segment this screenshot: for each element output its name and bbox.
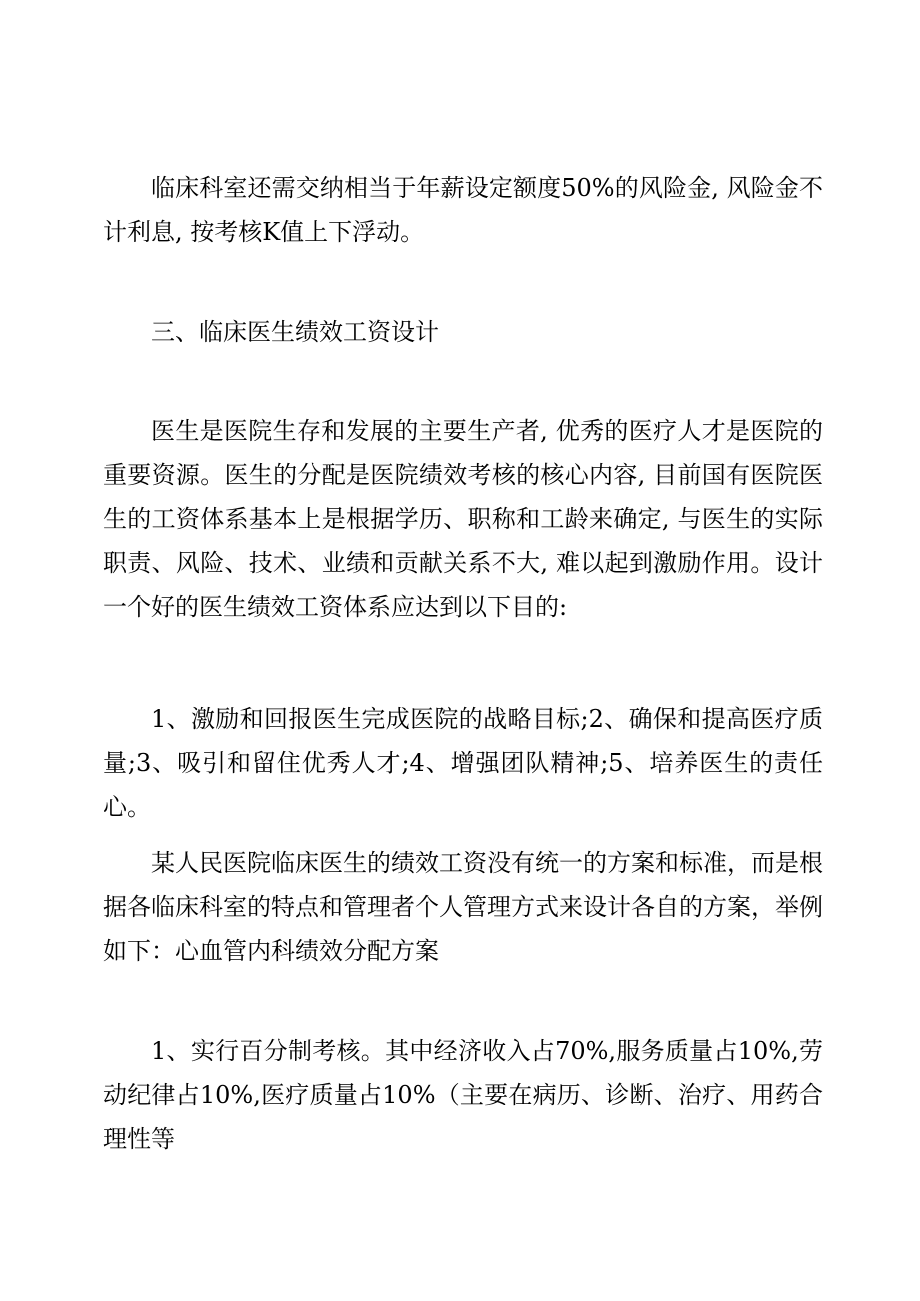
paragraph-goals-list: 1、激励和回报医生完成医院的战略目标;2、确保和提高医疗质量;3、吸引和留住优秀人才;4、增强团队精神;5、培养医生的责任心。 <box>103 705 823 821</box>
paragraph-risk-deposit: 临床科室还需交纳相当于年薪设定额度50%的风险金, 风险金不计利息, 按考核K值上下浮动。 <box>103 174 823 246</box>
paragraph-scoring-system: 1、实行百分制考核。其中经济收入占70%,服务质量占10%,劳动纪律占10%,医疗质量占10%（主要在病历、诊断、治疗、用药合理性等 <box>103 1037 823 1153</box>
section-heading-doctor-performance-pay: 三、临床医生绩效工资设计 <box>151 318 439 346</box>
paragraph-hospital-example: 某人民医院临床医生的绩效工资没有统一的方案和标准，而是根据各临床科室的特点和管理者个人管理方式来设计各自的方案，举例如下：心血管内科绩效分配方案 <box>103 849 823 965</box>
paragraph-doctor-role: 医生是医院生存和发展的主要生产者, 优秀的医疗人才是医院的重要资源。医生的分配是医院绩效考核的核心内容, 目前国有医院医生的工资体系基本上是根据学历、职称和工龄来确定, 与医生的实际职责、风险、技术、业绩和贡献关系不大, 难以起到激励作用。设计一个好的医生绩效工资体系应达到以下目的: <box>103 417 823 621</box>
